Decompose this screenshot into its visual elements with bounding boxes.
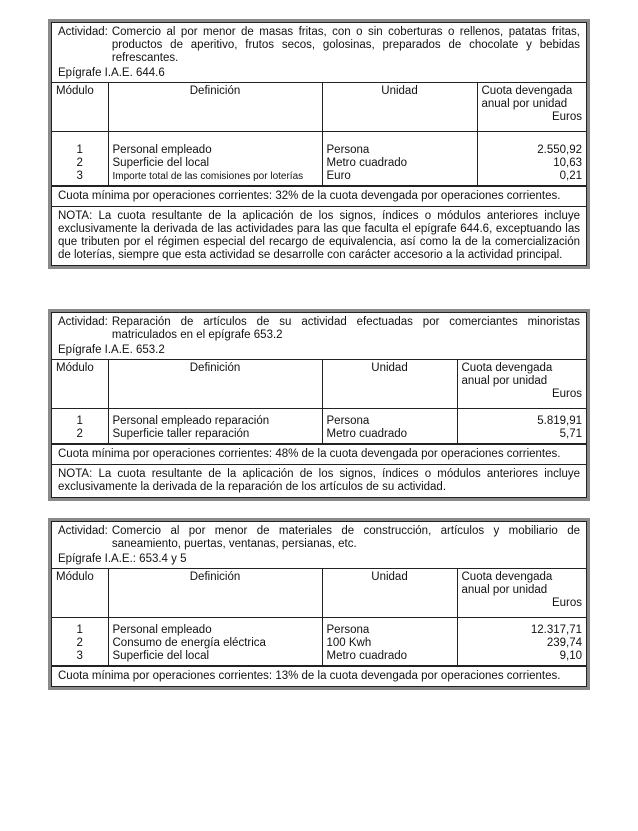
header-cuota-euros: Euros <box>551 388 582 400</box>
epigrafe: Epígrafe I.A.E. 644.6 <box>58 67 165 79</box>
modulo-cell: 1 2 <box>52 409 108 444</box>
unidad-cell: Persona Metro cuadrado Euro <box>322 132 477 186</box>
definicion-cell: Personal empleado Consumo de energía eléctrica Superficie del local <box>108 618 322 666</box>
cuota-minima: Cuota mínima por operaciones corrientes: 48% de la cuota devengada por operaciones corrientes. <box>52 444 586 464</box>
header-cuota-line1: Cuota devengada <box>481 85 573 97</box>
activity-section <box>52 522 586 553</box>
activity-label: Actividad: <box>58 316 108 328</box>
epigrafe: Epígrafe I.A.E. 653.2 <box>58 344 165 356</box>
header-modulo: Módulo <box>52 569 108 618</box>
header-cuota-line2: anual por unidad <box>461 584 548 596</box>
activity-block-653-2 <box>48 309 590 501</box>
header-unidad: Unidad <box>322 83 477 132</box>
header-cuota-line1: Cuota devengada <box>461 362 553 374</box>
activity-section <box>52 23 586 67</box>
cuota-cell: 5.819,91 5,71 <box>457 409 586 444</box>
activity-text: Reparación de artículos de su actividad efectuadas por comerciantes minoristas matriculados en el epígrafe 653.2 <box>111 316 580 341</box>
unidad-cell: Persona 100 Kwh Metro cuadrado <box>322 618 457 666</box>
header-cuota-euros: Euros <box>551 111 582 123</box>
activity-label: Actividad: <box>58 26 108 38</box>
activity-text: Comercio al por menor de masas fritas, con o sin coberturas o rellenos, patatas fritas, productos de aperitivo, frutos secos, golosinas, preparados de chocolate y bebidas refrescantes. <box>111 26 580 64</box>
table-header-row <box>52 360 586 409</box>
table-header-row <box>52 569 586 618</box>
header-cuota <box>477 83 586 132</box>
header-cuota-euros: Euros <box>551 597 582 609</box>
modules-table <box>52 82 586 186</box>
table-header-row <box>52 83 586 132</box>
header-cuota <box>457 360 586 409</box>
modulo-cell: 1 2 3 <box>52 618 108 666</box>
activity-block-653-4-5 <box>48 518 590 690</box>
modulo-cell: 1 2 3 <box>52 132 108 186</box>
cuota-cell: 12.317,71 239,74 9,10 <box>457 618 586 666</box>
definicion-cell: Personal empleado reparación Superficie taller reparación <box>108 409 322 444</box>
activity-section <box>52 313 586 344</box>
header-cuota-line1: Cuota devengada <box>461 571 553 583</box>
activity-text: Comercio al por menor de materiales de construcción, artículos y mobiliario de saneamiento, puertas, ventanas, persianas, etc. <box>111 525 580 550</box>
epigrafe: Epígrafe I.A.E.: 653.4 y 5 <box>58 553 187 565</box>
cuota-minima: Cuota mínima por operaciones corrientes: 13% de la cuota devengada por operaciones corrientes. <box>52 666 586 686</box>
definicion-cell: Personal empleado Superficie del local Importe total de las comisiones por loterías <box>108 132 322 186</box>
header-cuota-line2: anual por unidad <box>461 375 548 387</box>
header-modulo: Módulo <box>52 83 108 132</box>
header-unidad: Unidad <box>322 569 457 618</box>
modules-table <box>52 568 586 666</box>
header-modulo: Módulo <box>52 360 108 409</box>
table-row <box>52 618 586 666</box>
header-cuota-line2: anual por unidad <box>481 98 568 110</box>
unidad-cell: Persona Metro cuadrado <box>322 409 457 444</box>
cuota-cell: 2.550,92 10,63 0,21 <box>477 132 586 186</box>
header-definicion: Definición <box>108 83 322 132</box>
modules-table <box>52 359 586 444</box>
activity-block-644-6 <box>48 19 590 269</box>
table-row <box>52 132 586 186</box>
nota: NOTA: La cuota resultante de la aplicación de los signos, índices o módulos anteriores incluye exclusivamente la derivada de la reparación de los artículos de su actividad. <box>52 464 586 497</box>
nota: NOTA: La cuota resultante de la aplicación de los signos, índices o módulos anteriores incluye exclusivamente la derivada de las actividades para las que faculta el epígrafe 644.6, exceptuando las que tributen por el régimen especial del recargo de equivalencia, así como la de la comercialización de loterías, siempre que esta actividad se desarrolle con carácter accesorio a la actividad principal. <box>52 206 586 265</box>
cuota-minima: Cuota mínima por operaciones corrientes: 32% de la cuota devengada por operaciones corrientes. <box>52 186 586 206</box>
header-unidad: Unidad <box>322 360 457 409</box>
header-definicion: Definición <box>108 569 322 618</box>
header-cuota <box>457 569 586 618</box>
header-definicion: Definición <box>108 360 322 409</box>
activity-label: Actividad: <box>58 525 108 537</box>
table-row <box>52 409 586 444</box>
